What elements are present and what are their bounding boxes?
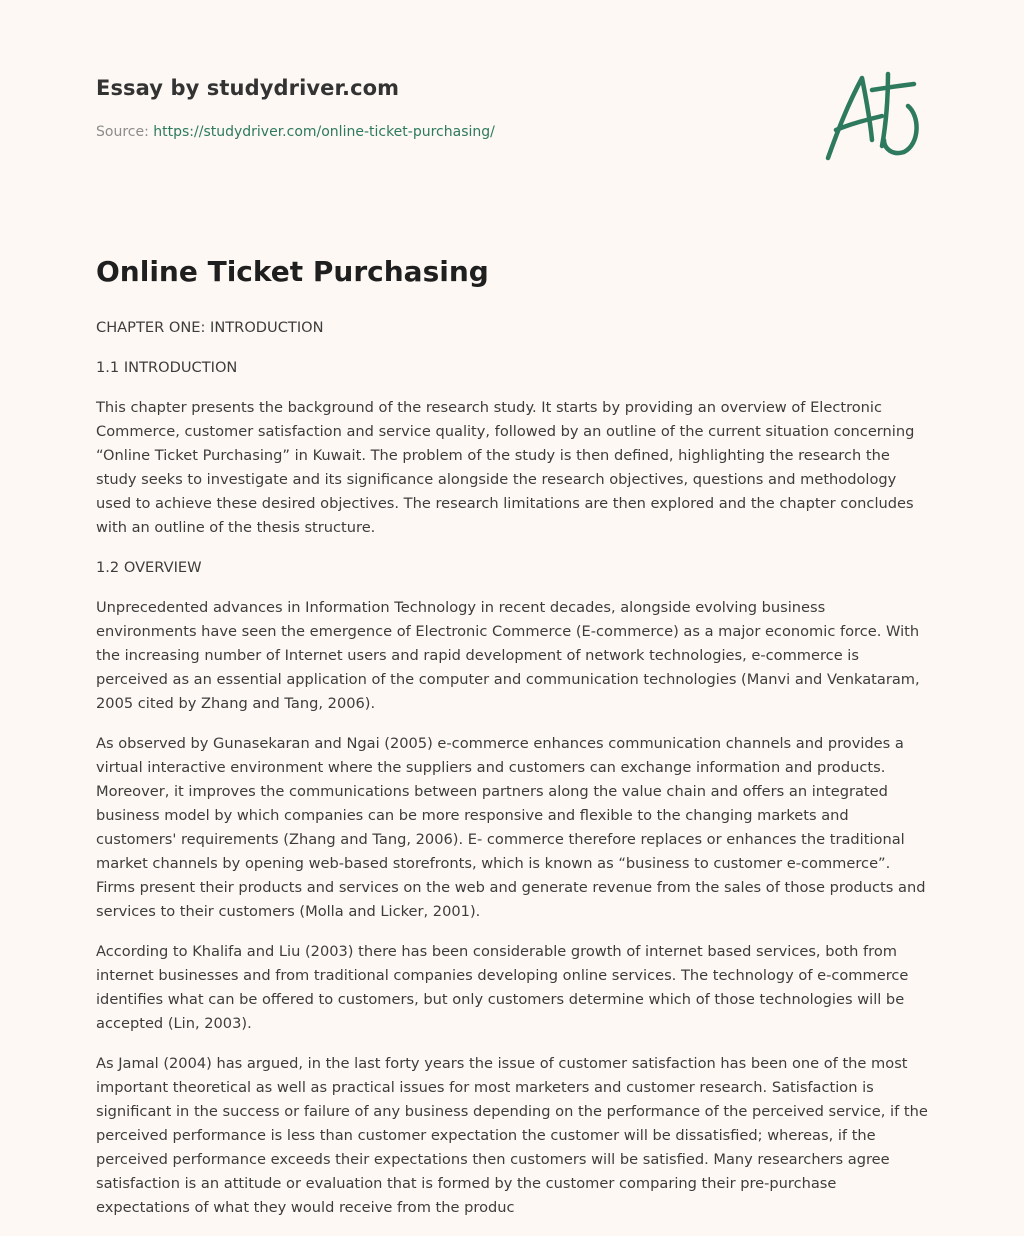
section-heading-overview: 1.2 OVERVIEW xyxy=(96,559,202,576)
chapter-heading: CHAPTER ONE: INTRODUCTION xyxy=(96,319,324,336)
paragraph-introduction: This chapter presents the background of the research study. It starts by providing an overview of Electronic Commerce, customer satisfaction and service quality, followed by an outline of the current situation concerning “Online Ticket Purchasing” in Kuwait. The problem of the study is then defined, highlighting the research the study seeks to investigate and its significance alongside the research objectives, questions and methodology used to achieve these desired objectives. The research limitations are then explored and the chapter concludes with an outline of the thesis structure. xyxy=(96,399,915,536)
essay-title: Online Ticket Purchasing xyxy=(96,255,489,288)
paragraph-overview-4: As Jamal (2004) has argued, in the last forty years the issue of customer satisfaction has been one of the most important theoretical as well as practical issues for most marketers and customer research. Satisfaction is significant in the success or failure of any business depending on the performance of the perceived service, if the perceived performance is less than customer expectation the customer will be dissatisfied; whereas, if the perceived performance exceeds their expectations then customers will be satisfied. Many researchers agree satisfaction is an attitude or evaluation that is formed by the customer comparing their pre-purchase expectations of what they would receive from the produc xyxy=(96,1055,928,1216)
source-label: Source: xyxy=(96,124,154,140)
a-plus-logo-icon xyxy=(822,68,928,164)
source-link[interactable]: https://studydriver.com/online-ticket-purchasing/ xyxy=(153,124,495,140)
site-title: Essay by studydriver.com xyxy=(96,76,400,100)
paragraph-overview-2: As observed by Gunasekaran and Ngai (2005) e-commerce enhances communication channels and provides a virtual interactive environment where the suppliers and customers can exchange information and products. Moreover, it improves the communications between partners along the value chain and offers an integrated business model by which companies can be more responsive and flexible to the changing markets and customers' requirements (Zhang and Tang, 2006). E- commerce therefore replaces or enhances the traditional market channels by opening web-based storefronts, which is known as “business to customer e-commerce”. Firms present their products and services on the web and generate revenue from the sales of those products and services to their customers (Molla and Licker, 2001). xyxy=(96,735,926,920)
source-line xyxy=(96,124,495,140)
paragraph-overview-3: According to Khalifa and Liu (2003) there has been considerable growth of internet based services, both from internet businesses and from traditional companies developing online services. The technology of e-commerce identifies what can be offered to customers, but only customers determine which of those technologies will be accepted (Lin, 2003). xyxy=(96,943,909,1032)
section-heading-introduction: 1.1 INTRODUCTION xyxy=(96,359,238,376)
paragraph-overview-1: Unprecedented advances in Information Technology in recent decades, alongside evolving business environments have seen the emergence of Electronic Commerce (E-commerce) as a major economic force. With the increasing number of Internet users and rapid development of network technologies, e-commerce is perceived as an essential application of the computer and communication technologies (Manvi and Venkataram, 2005 cited by Zhang and Tang, 2006). xyxy=(96,599,920,712)
essay-body xyxy=(96,316,930,1236)
